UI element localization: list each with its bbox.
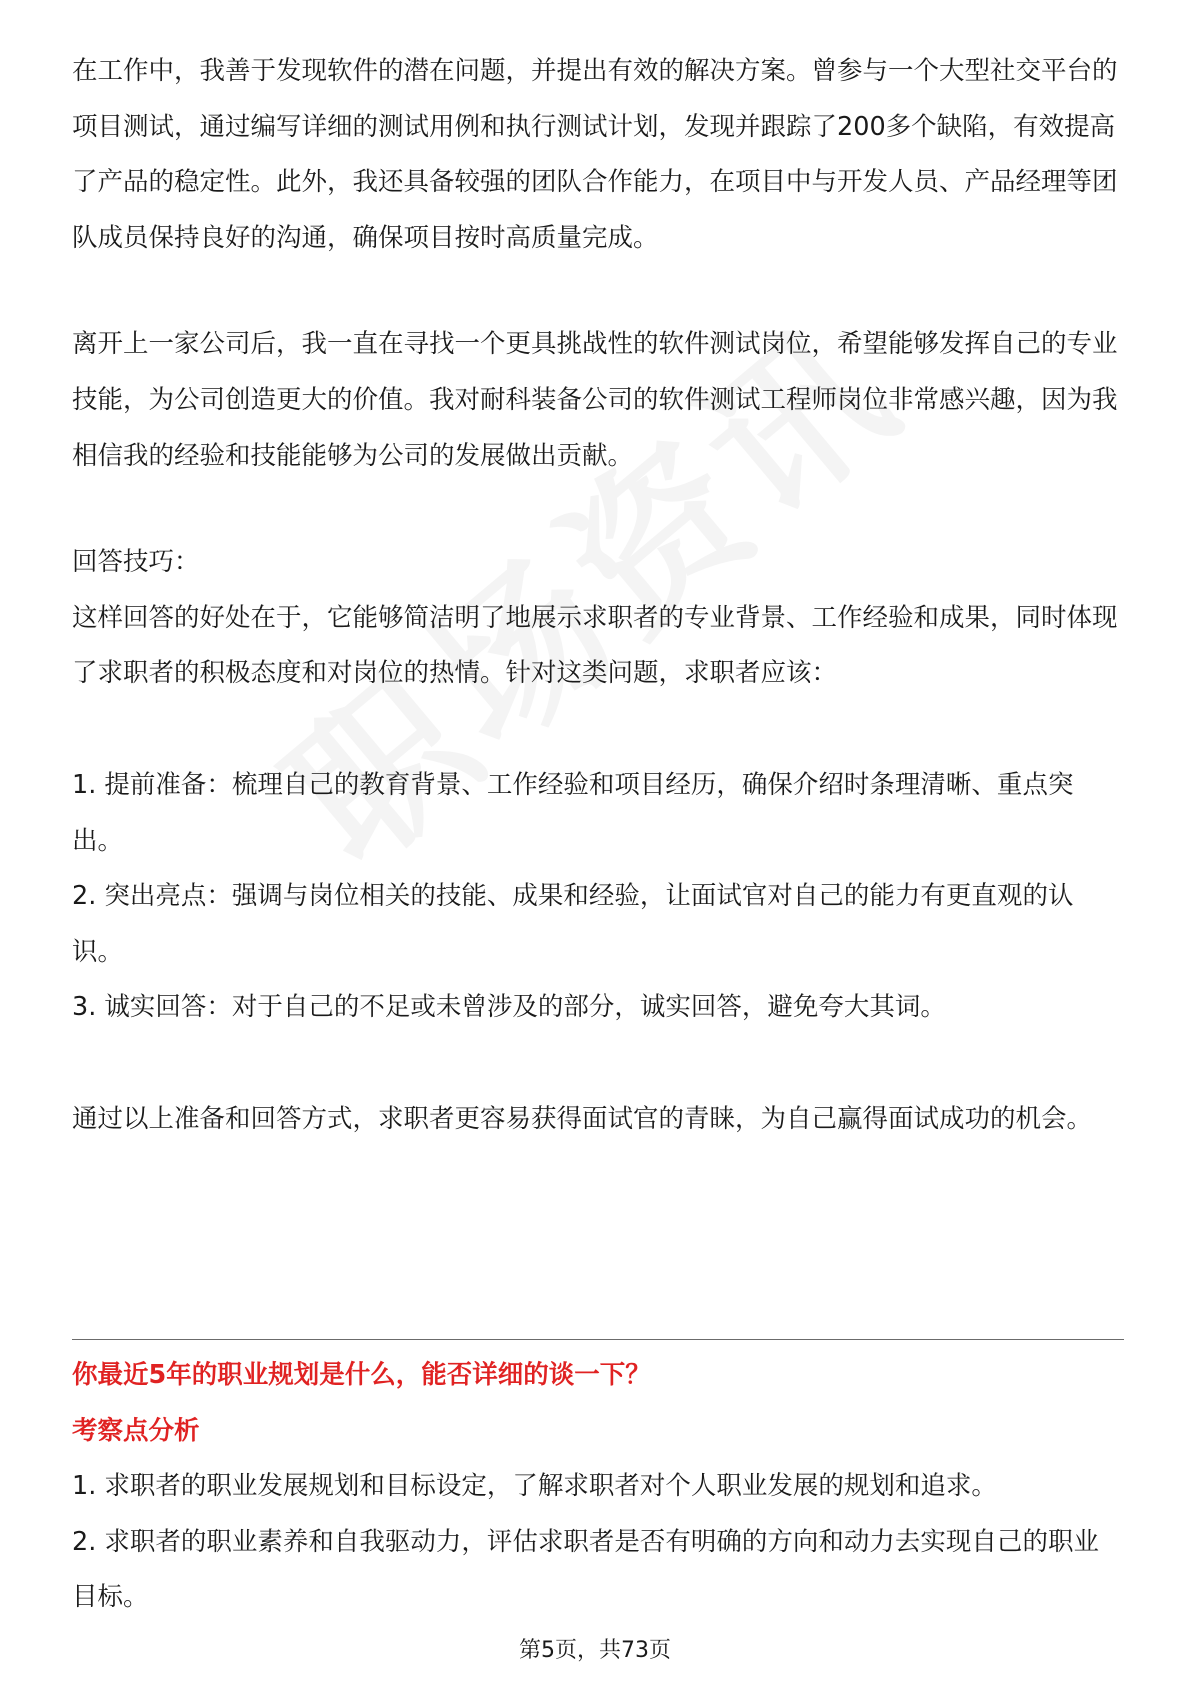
analysis-point: 1. 求职者的职业发展规划和目标设定，了解求职者对个人职业发展的规划和追求。 xyxy=(72,1471,997,1502)
question-section xyxy=(72,1348,1124,1626)
analysis-heading: 考察点分析 xyxy=(72,1415,200,1446)
section-divider xyxy=(72,1339,1124,1340)
tip-item: 2. 突出亮点：强调与岗位相关的技能、成果和经验，让面试官对自己的能力有更直观的认识。 xyxy=(72,881,1074,967)
conclusion-paragraph: 通过以上准备和回答方式，求职者更容易获得面试官的青睐，为自己赢得面试成功的机会。 xyxy=(72,1103,1093,1134)
tips-label: 回答技巧： xyxy=(72,547,200,578)
tip-item: 3. 诚实回答：对于自己的不足或未曾涉及的部分，诚实回答，避免夸大其词。 xyxy=(72,992,946,1023)
page-number: 第5页，共73页 xyxy=(519,1638,671,1663)
tips-intro: 这样回答的好处在于，它能够简洁明了地展示求职者的专业背景、工作经验和成果，同时体现了求职者的积极态度和对岗位的热情。针对这类问题，求职者应该： xyxy=(72,602,1118,689)
analysis-point: 2. 求职者的职业素养和自我驱动力，评估求职者是否有明确的方向和动力去实现自己的职业目标。 xyxy=(72,1526,1099,1613)
tip-item: 1. 提前准备：梳理自己的教育背景、工作经验和项目经历，确保介绍时条理清晰、重点突出。 xyxy=(72,769,1074,856)
question-title: 你最近5年的职业规划是什么，能否详细的谈一下？ xyxy=(72,1360,651,1390)
paragraph-work-experience: 在工作中，我善于发现软件的潜在问题，并提出有效的解决方案。曾参与一个大型社交平台的项目测试，通过编写详细的测试用例和执行测试计划，发现并跟踪了200多个缺陷，有效提高了产品的稳定性。此外，我还具备较强的团队合作能力，在项目中与开发人员、产品经理等团队成员保持良好的沟通，确保项目按时高质量完成。 xyxy=(72,56,1118,253)
paragraph-job-motivation: 离开上一家公司后，我一直在寻找一个更具挑战性的软件测试岗位，希望能够发挥自己的专业技能，为公司创造更大的价值。我对耐科装备公司的软件测试工程师岗位非常感兴趣，因为我相信我的经验和技能能够为公司的发展做出贡献。 xyxy=(72,329,1118,471)
answer-body xyxy=(72,44,1124,1148)
